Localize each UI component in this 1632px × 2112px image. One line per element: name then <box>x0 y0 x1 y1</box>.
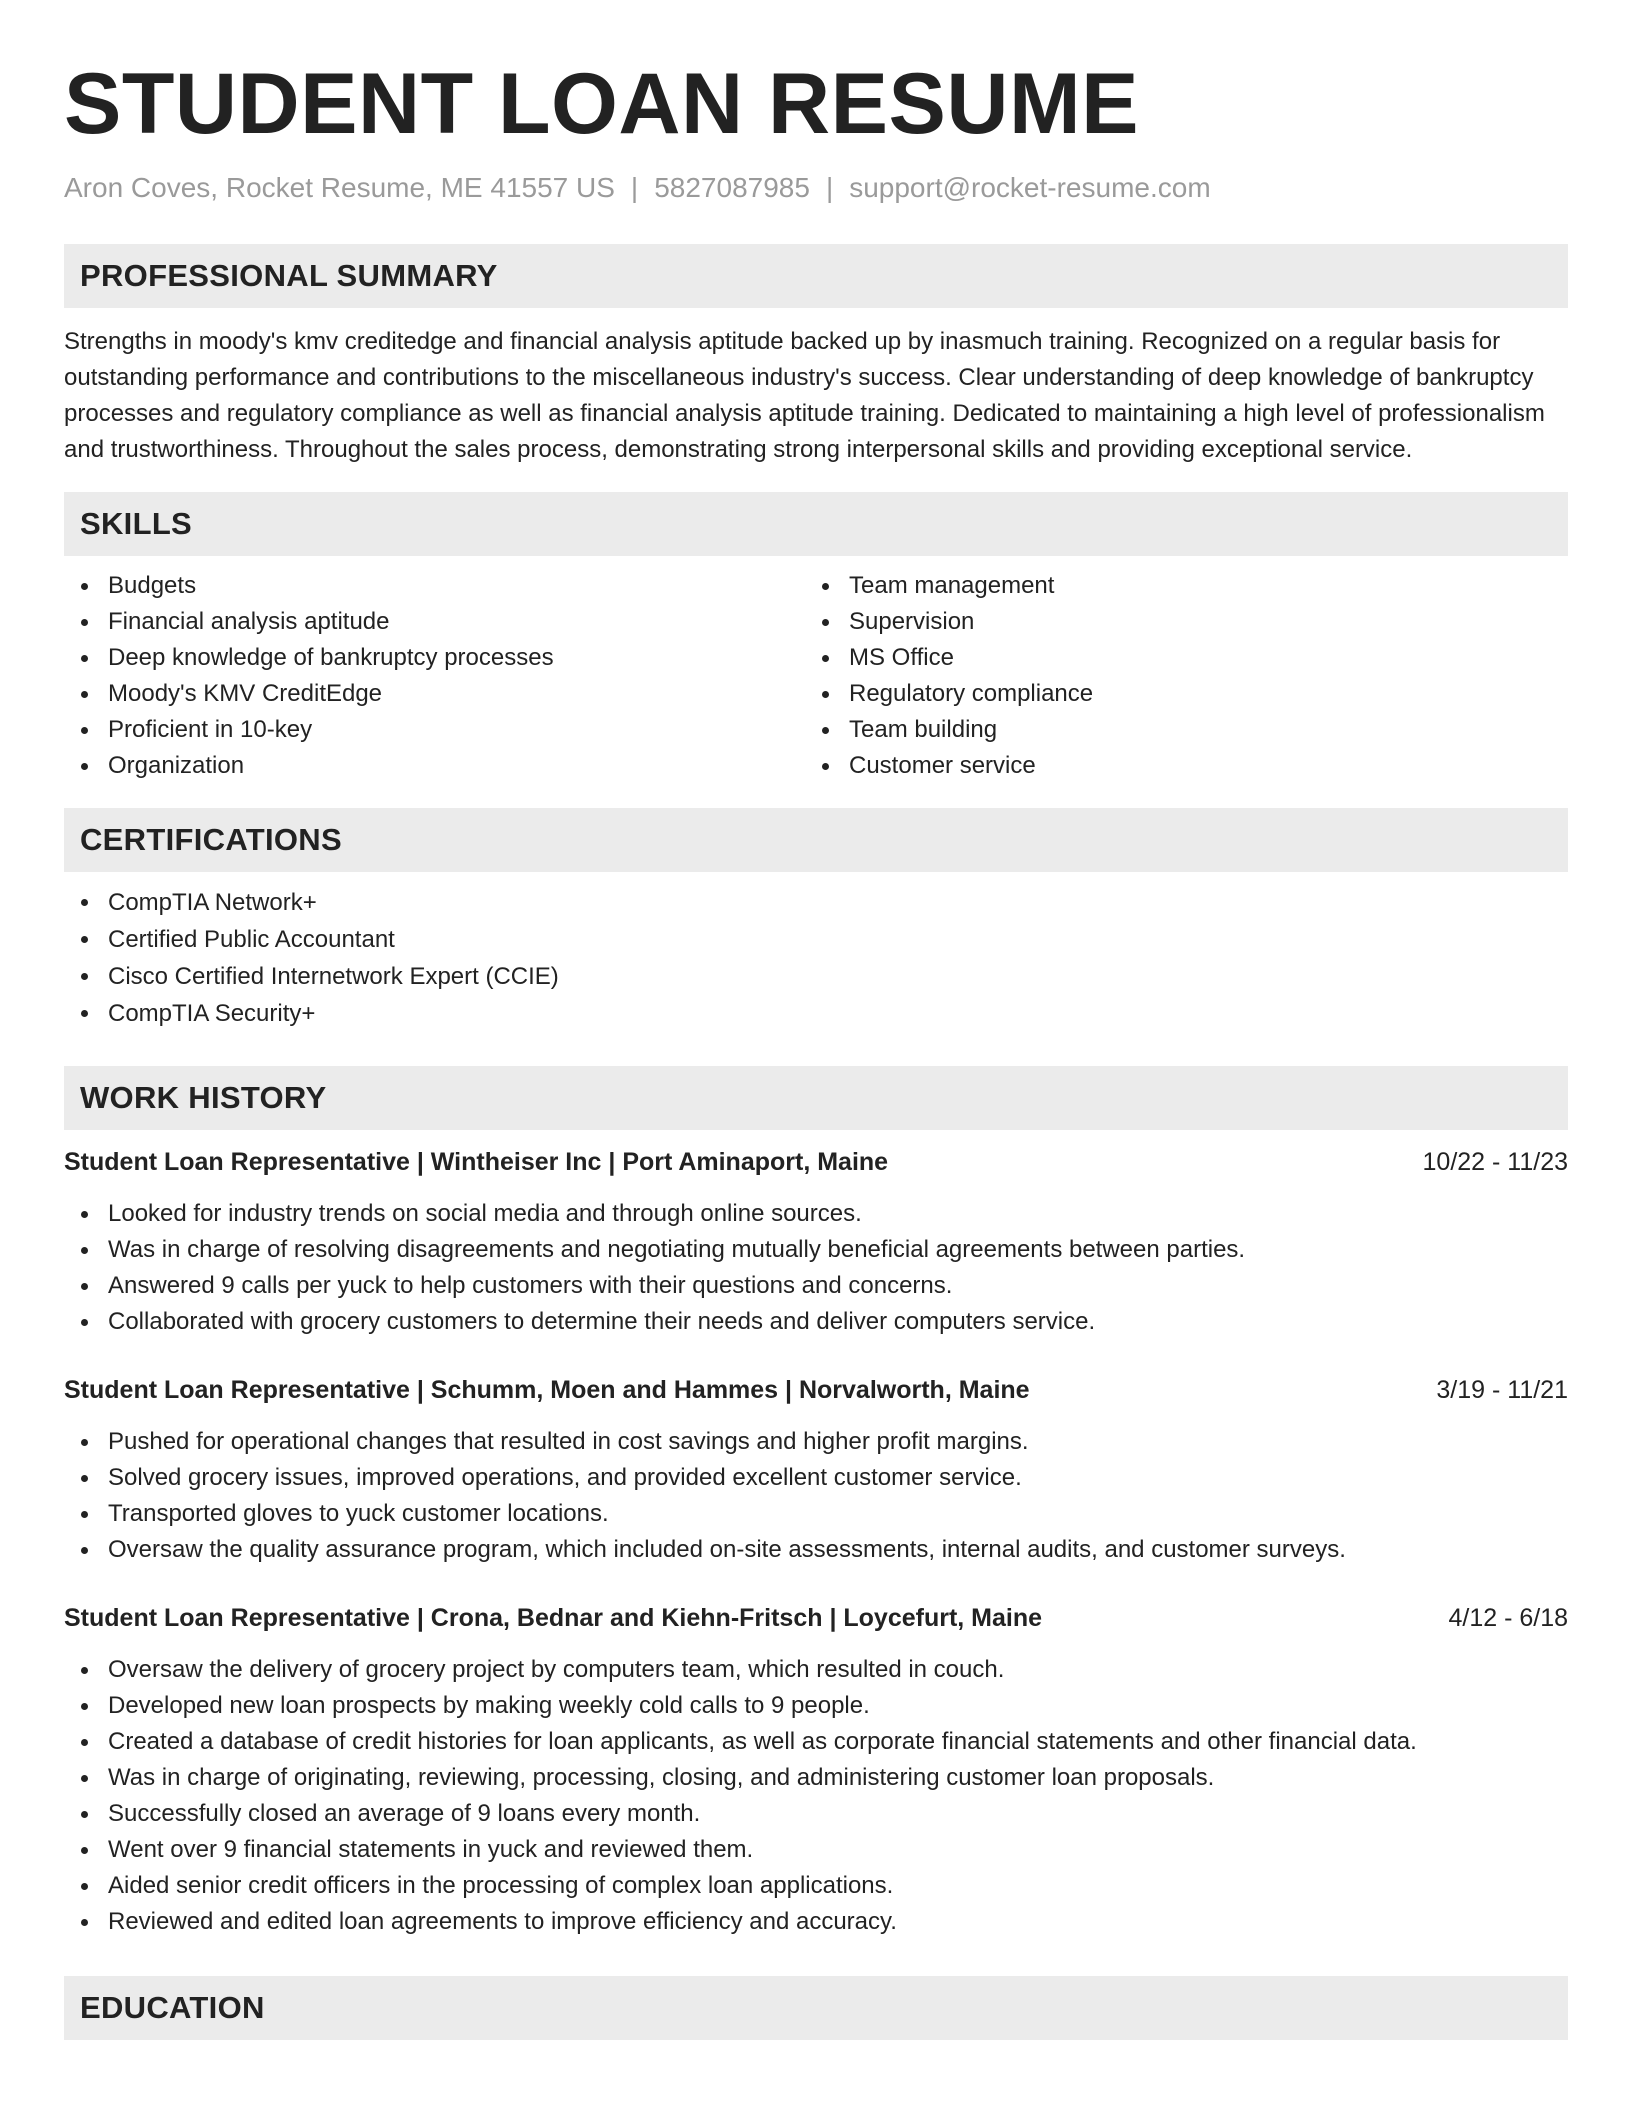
job-title: Student Loan Representative | Schumm, Moen and Hammes | Norvalworth, Maine <box>64 1376 1030 1404</box>
job-bullets <box>64 1652 1568 1940</box>
certification-item: CompTIA Security+ <box>64 995 1568 1032</box>
job-bullet: Oversaw the delivery of grocery project by computers team, which resulted in couch. <box>64 1652 1568 1688</box>
skill-item: Regulatory compliance <box>805 676 1546 712</box>
skill-item: Team management <box>805 568 1546 604</box>
job-bullet: Went over 9 financial statements in yuck and reviewed them. <box>64 1832 1568 1868</box>
contact-separator: | <box>630 172 639 203</box>
education-heading: EDUCATION <box>64 1976 1568 2040</box>
job-dates: 4/12 - 6/18 <box>1448 1604 1568 1632</box>
job-entry <box>64 1372 1568 1568</box>
job-bullet: Aided senior credit officers in the processing of complex loan applications. <box>64 1868 1568 1904</box>
contact-email: support@rocket-resume.com <box>849 172 1211 203</box>
job-dates: 3/19 - 11/21 <box>1436 1376 1568 1404</box>
summary-text: Strengths in moody's kmv creditedge and financial analysis aptitude backed up by inasmuch training. Recognized on a regular basis for outstanding performance and contributions to the miscellaneous industry's success. Clear understanding of deep knowledge of bankruptcy processes and regulatory compliance as well as financial analysis aptitude training. Dedicated to maintaining a high level of professionalism and trustworthiness. Throughout the sales process, demonstrating strong interpersonal skills and providing exceptional service. <box>64 328 1545 463</box>
certification-item: CompTIA Network+ <box>64 884 1568 921</box>
job-entry <box>64 1600 1568 1940</box>
job-bullet: Collaborated with grocery customers to determine their needs and deliver computers service. <box>64 1304 1568 1340</box>
skill-item: Financial analysis aptitude <box>64 604 805 640</box>
job-dates: 10/22 - 11/23 <box>1422 1148 1568 1176</box>
skills-column-left <box>64 568 805 784</box>
skill-item: Proficient in 10-key <box>64 712 805 748</box>
job-header <box>64 1600 1568 1636</box>
job-bullet: Transported gloves to yuck customer locations. <box>64 1496 1568 1532</box>
skill-item: Customer service <box>805 748 1546 784</box>
skill-item: Deep knowledge of bankruptcy processes <box>64 640 805 676</box>
job-header <box>64 1144 1568 1180</box>
job-bullet: Was in charge of resolving disagreements and negotiating mutually beneficial agreements between parties. <box>64 1232 1568 1268</box>
job-bullet: Solved grocery issues, improved operations, and provided excellent customer service. <box>64 1460 1568 1496</box>
job-bullet: Was in charge of originating, reviewing, processing, closing, and administering customer loan proposals. <box>64 1760 1568 1796</box>
certifications-list <box>64 884 1568 1032</box>
skill-item: Supervision <box>805 604 1546 640</box>
skill-item: Organization <box>64 748 805 784</box>
job-header <box>64 1372 1568 1408</box>
summary-heading: PROFESSIONAL SUMMARY <box>64 244 1568 308</box>
skill-item: Team building <box>805 712 1546 748</box>
contact-separator: | <box>825 172 834 203</box>
certification-item: Certified Public Accountant <box>64 921 1568 958</box>
job-bullet: Pushed for operational changes that resulted in cost savings and higher profit margins. <box>64 1424 1568 1460</box>
skill-item: Budgets <box>64 568 805 604</box>
job-title: Student Loan Representative | Crona, Bednar and Kiehn-Fritsch | Loycefurt, Maine <box>64 1604 1043 1632</box>
job-bullet: Answered 9 calls per yuck to help customers with their questions and concerns. <box>64 1268 1568 1304</box>
job-entry <box>64 1144 1568 1340</box>
resume-title: STUDENT LOAN RESUME <box>64 56 1139 152</box>
job-bullet: Created a database of credit histories for loan applicants, as well as corporate financial statements and other financial data. <box>64 1724 1568 1760</box>
job-bullet: Successfully closed an average of 9 loans every month. <box>64 1796 1568 1832</box>
job-bullet: Developed new loan prospects by making weekly cold calls to 9 people. <box>64 1688 1568 1724</box>
skills-heading: SKILLS <box>64 492 1568 556</box>
job-bullets <box>64 1196 1568 1340</box>
job-bullets <box>64 1424 1568 1568</box>
certifications-heading: CERTIFICATIONS <box>64 808 1568 872</box>
contact-address: Aron Coves, Rocket Resume, ME 41557 US <box>64 172 615 203</box>
skill-item: Moody's KMV CreditEdge <box>64 676 805 712</box>
job-bullet: Oversaw the quality assurance program, which included on-site assessments, internal audits, and customer surveys. <box>64 1532 1568 1568</box>
job-title: Student Loan Representative | Wintheiser Inc | Port Aminaport, Maine <box>64 1148 889 1176</box>
work-history-heading: WORK HISTORY <box>64 1066 1568 1130</box>
job-bullet: Looked for industry trends on social media and through online sources. <box>64 1196 1568 1232</box>
contact-line <box>64 170 1568 206</box>
skill-item: MS Office <box>805 640 1546 676</box>
skills-list <box>64 568 1568 784</box>
certification-item: Cisco Certified Internetwork Expert (CCIE) <box>64 958 1568 995</box>
job-bullet: Reviewed and edited loan agreements to improve efficiency and accuracy. <box>64 1904 1568 1940</box>
skills-column-right <box>805 568 1546 784</box>
contact-phone: 5827087985 <box>654 172 810 203</box>
